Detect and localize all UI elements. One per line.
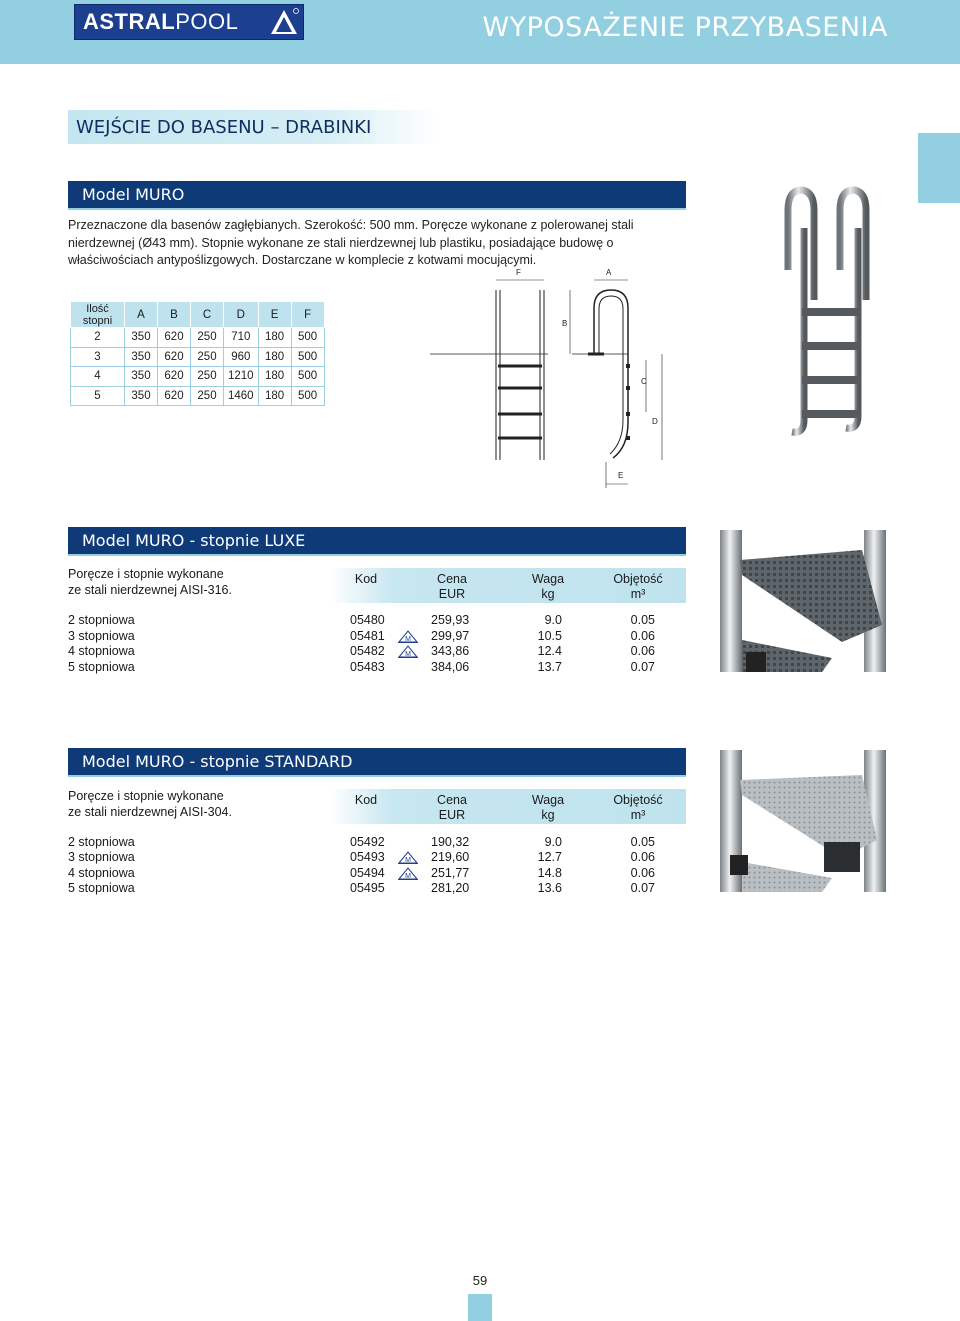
luxe-step-photo xyxy=(712,530,890,672)
section-title: WEJŚCIE DO BASENU – DRABINKI xyxy=(68,110,438,144)
model-luxe-underline xyxy=(68,554,686,556)
mounting-kit-badge-icon xyxy=(398,645,418,658)
table-cell: 500 xyxy=(291,328,324,348)
table-cell: 5 xyxy=(71,386,125,406)
price-row: 3 stopniowa 05493 M 219,60 12.7 0.06 xyxy=(68,850,655,864)
mounting-kit-badge-icon xyxy=(398,851,418,864)
table-cell: 620 xyxy=(158,347,191,367)
model-muro-description: Przeznaczone dla basenów zagłębianych. Szerokość: 500 mm. Poręcze wykonane z polerowanej stali nierdzewnej (Ø43 mm). Stopnie wykonane ze stali nierdzewnej lub plastiku, posiadające budowę o właściwościach antypoślizgowych. Dostarczane w komplecie z kotwami mocującymi. xyxy=(68,218,634,267)
page-number: 59 xyxy=(472,1273,488,1288)
dim-label-a: A xyxy=(606,268,612,277)
header-kod: Kod xyxy=(354,793,378,807)
col-header-e: E xyxy=(258,302,291,328)
table-cell: 2 xyxy=(71,328,125,348)
svg-text:M: M xyxy=(405,651,411,658)
table-cell: 350 xyxy=(125,347,158,367)
side-tab-marker xyxy=(918,133,960,203)
col-header-steps: Ilość stopni xyxy=(71,302,125,328)
dim-label-c: C xyxy=(641,377,647,386)
table-row xyxy=(71,347,325,367)
table-cell: 500 xyxy=(291,367,324,387)
standard-step-photo xyxy=(712,750,890,892)
header-waga: Waga kg xyxy=(531,572,565,601)
header-objetosc: Objętość m³ xyxy=(613,793,663,822)
col-header-b: B xyxy=(158,302,191,328)
price-row: 5 stopniowa 05483 384,06 13.7 0.07 xyxy=(68,660,655,674)
header-objetosc: Objętość m³ xyxy=(613,572,663,601)
table-cell: 250 xyxy=(191,367,224,387)
standard-price-header xyxy=(330,789,686,824)
price-row: 4 stopniowa 05494 M 251,77 14.8 0.06 xyxy=(68,866,655,880)
svg-text:M: M xyxy=(405,636,411,643)
table-row xyxy=(71,367,325,387)
dim-label-d: D xyxy=(652,417,658,426)
table-cell: 180 xyxy=(258,386,291,406)
ladder-photo xyxy=(770,180,874,438)
table-cell: 3 xyxy=(71,347,125,367)
price-row: 5 stopniowa 05495 281,20 13.6 0.07 xyxy=(68,881,655,895)
luxe-price-header xyxy=(330,568,686,603)
dim-label-f: F xyxy=(516,268,521,277)
table-cell: 350 xyxy=(125,328,158,348)
page-title: WYPOSAŻENIE PRZYBASENIA xyxy=(482,12,888,43)
header-kod: Kod xyxy=(354,572,378,586)
table-cell: 710 xyxy=(224,328,259,348)
model-standard-title: Model MURO - stopnie STANDARD xyxy=(68,748,686,775)
col-header-a: A xyxy=(125,302,158,328)
model-muro-underline xyxy=(68,208,686,210)
page-number-tab xyxy=(468,1294,492,1321)
logo-text: ASTRALPOOL xyxy=(83,9,239,34)
header-cena: Cena EUR xyxy=(437,572,467,601)
table-cell: 620 xyxy=(158,328,191,348)
dimensions-table-header xyxy=(71,302,325,328)
table-cell: 4 xyxy=(71,367,125,387)
header-cena: Cena EUR xyxy=(437,793,467,822)
price-row: 2 stopniowa 05480 259,93 9.0 0.05 xyxy=(68,613,655,627)
col-header-d: D xyxy=(224,302,259,328)
logo-triangle-icon xyxy=(269,7,299,37)
ladder-technical-drawing xyxy=(428,262,668,490)
table-cell: 180 xyxy=(258,347,291,367)
price-row: 2 stopniowa 05492 190,32 9.0 0.05 xyxy=(68,835,655,849)
header-waga: Waga kg xyxy=(531,793,565,822)
table-row xyxy=(71,386,325,406)
col-header-c: C xyxy=(191,302,224,328)
table-cell: 350 xyxy=(125,367,158,387)
price-row: 4 stopniowa 05482 M 343,86 12.4 0.06 xyxy=(68,644,655,658)
dim-label-b: B xyxy=(562,319,568,328)
table-cell: 180 xyxy=(258,328,291,348)
table-cell: 180 xyxy=(258,367,291,387)
table-cell: 1210 xyxy=(224,367,259,387)
standard-intro: Poręcze i stopnie wykonane ze stali nierdzewnej AISI-304. xyxy=(68,789,232,819)
dimensions-table xyxy=(70,301,325,406)
table-cell: 250 xyxy=(191,386,224,406)
table-cell: 960 xyxy=(224,347,259,367)
model-muro-title: Model MURO xyxy=(68,181,686,208)
model-standard-underline xyxy=(68,775,686,777)
table-cell: 620 xyxy=(158,386,191,406)
col-header-f: F xyxy=(291,302,324,328)
dim-label-e: E xyxy=(618,471,624,480)
mounting-kit-badge-icon xyxy=(398,630,418,643)
astralpool-logo xyxy=(74,4,304,40)
table-cell: 250 xyxy=(191,328,224,348)
mounting-kit-badge-icon xyxy=(398,867,418,880)
model-luxe-title: Model MURO - stopnie LUXE xyxy=(68,527,686,554)
table-cell: 500 xyxy=(291,347,324,367)
table-cell: 350 xyxy=(125,386,158,406)
table-cell: 1460 xyxy=(224,386,259,406)
table-cell: 500 xyxy=(291,386,324,406)
svg-text:M: M xyxy=(405,857,411,864)
page-header xyxy=(0,0,960,64)
table-cell: 250 xyxy=(191,347,224,367)
svg-text:M: M xyxy=(405,873,411,880)
price-row: 3 stopniowa 05481 M 299,97 10.5 0.06 xyxy=(68,629,655,643)
table-row xyxy=(71,328,325,348)
table-cell: 620 xyxy=(158,367,191,387)
luxe-intro: Poręcze i stopnie wykonane ze stali nierdzewnej AISI-316. xyxy=(68,567,232,597)
